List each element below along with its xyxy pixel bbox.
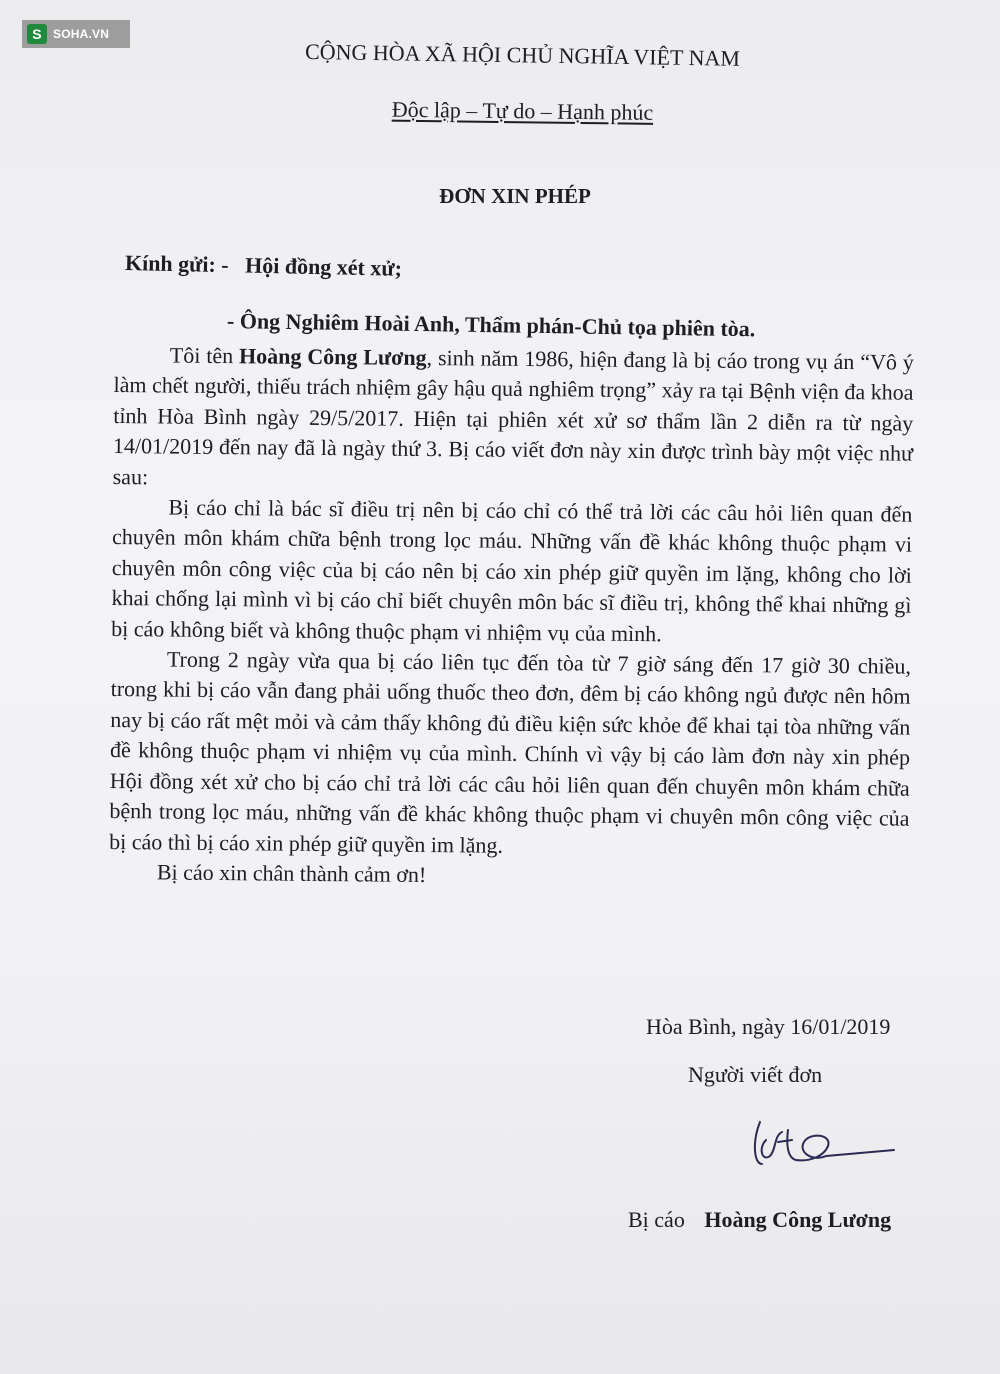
motto-text: Độc lập – Tự do – Hạnh phúc [391, 96, 654, 125]
paragraph-request: Trong 2 ngày vừa qua bị cáo liên tục đến tòa từ 7 giờ sáng đến 17 giờ 30 chiều, trong khi bị cáo vẫn đang phải uống thuốc theo đơn, đêm bị cáo không ngủ được nên hôm nay bị cáo rất mệt mỏi và cảm thấy không đủ điều kiện sức khỏe để khai tại tòa những vấn đề không thuộc phạm vi nhiệm vụ của mình. Chính vì vậy bị cáo làm đơn này xin phép Hội đồng xét xử cho bị cáo chỉ trả lời các câu hỏi liên quan đến chuyên môn khám chữa bệnh trong lọc máu, những vấn đề khác không thuộc phạm vi chuyên môn công việc của bị cáo thì bị cáo xin phép giữ quyền im lặng. [109, 646, 912, 858]
motto-header [0, 92, 1000, 130]
writer-role: Người viết đơn [688, 1062, 823, 1087]
paragraph-intro [113, 340, 914, 500]
intro-rest: , sinh năm 1986, hiện đang là bị cáo trong vụ án “Vô ý làm chết người, thiếu trách nhiệm gây hậu quả nghiêm trọng” xảy ra tại Bệnh viện đa khoa tỉnh Hòa Bình ngày 29/5/2017. Hiện tại phiên xét xử sơ thẩm lần 2 diễn ra từ ngày 14/01/2019 đến nay đã là ngày thứ 3. Bị cáo viết đơn này xin được trình bày một việc như sau: [112, 345, 914, 489]
nation-header: CỘNG HÒA XÃ HỘI CHỦ NGHĨA VIỆT NAM [304, 38, 741, 71]
handwritten-signature [748, 1112, 898, 1172]
place-date: Hòa Bình, ngày 16/01/2019 [646, 1014, 891, 1039]
signer-title: Bị cáo [628, 1207, 685, 1232]
watermark-text: SOHA.VN [53, 27, 110, 41]
paragraph-closing: Bị cáo xin chân thành cảm ơn! [156, 859, 427, 887]
signer-name: Hoàng Công Lương [704, 1207, 892, 1232]
addressee-line-2: - Ông Nghiêm Hoài Anh, Thẩm phán-Chủ tọa phiên tòa. [226, 308, 756, 342]
letter-body [109, 340, 914, 895]
addressee-line-1 [125, 250, 402, 282]
intro-text: Tôi tên [169, 342, 240, 369]
paragraph-scope: Bị cáo chỉ là bác sĩ điều trị nên bị cáo chỉ có thể trả lời các câu hỏi liên quan đến chuyên môn khám chữa bệnh trong lọc máu. Những vấn đề khác không thuộc phạm vi chuyên môn công việc của bị cáo nên bị cáo xin phép giữ quyền im lặng, không cho lời khai chống lại mình vì bị cáo chỉ biết chuyên môn bác sĩ điều trị, không thể khai những gì bị cáo không biết và không thuộc phạm vi nhiệm vụ của mình. [111, 494, 913, 646]
document-title: ĐƠN XIN PHÉP [439, 184, 591, 208]
author-name: Hoàng Công Lương [238, 343, 427, 371]
signer-line [628, 1207, 891, 1233]
addressee-label: Kính gửi: - [124, 250, 229, 278]
soha-logo-icon: S [27, 24, 47, 44]
addressee-council: Hội đồng xét xử; [244, 252, 403, 281]
